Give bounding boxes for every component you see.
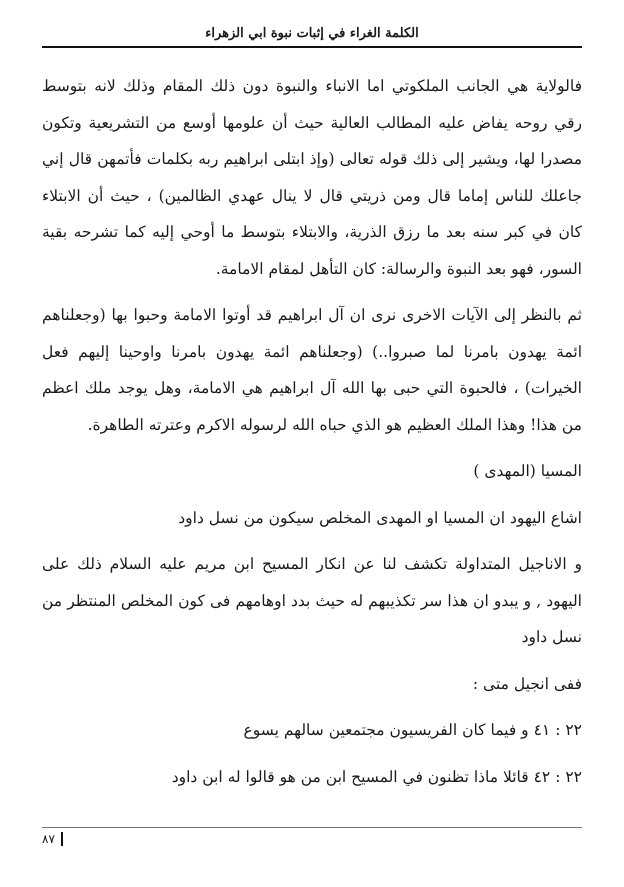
page-number: ٨٧ [42,832,55,846]
verse-22-42: ٢٢ : ٤٢ قائلا ماذا تظنون في المسيح ابن من هو قالوا له ابن داود [171,767,582,786]
paragraph-jews-claim: اشاع اليهود ان المسيا او المهدى المخلص سيكون من نسل داود [178,508,582,527]
header-rule [42,46,582,48]
footer-rule [42,827,582,828]
paragraph-gospels: و الاناجيل المتداولة تكشف لنا عن انكار المسيح ابن مريم عليه السلام ذلك على اليهود , و يبدو ان هذا سر تكذيبهم له حيث بدد اوهامهم فى كون المخلص المنتظر من نسل داود [42,555,582,646]
body-text [42,68,582,795]
running-header: الكلمة الغراء في إثبات نبوة ابي الزهراء [205,26,419,41]
page-footer [42,832,63,846]
paragraph-imamate: ثم بالنظر إلى الآيات الاخرى نرى ان آل ابراهيم قد أوتوا الامامة وحبوا بها (وجعلناهم ائمة يهدون بامرنا لما صبروا..) (وجعلناهم ائمة يهدون بامرنا واوحينا إليهم فعل الخيرات) ، فالحبوة التي حبى بها الله آل ابراهيم هي الامامة، وهل يوجد ملك اعظم من هذا! وهذا الملك العظيم هو الذي حباه الله لرسوله الاكرم وعترته الطاهرة. [42,306,582,434]
paragraph-matthew-intro: ففى انجيل متى : [472,674,582,693]
section-heading-messiah: المسيا (المهدى ) [473,462,582,480]
page-number-bar [61,832,63,846]
verse-22-41: ٢٢ : ٤١ و فيما كان الفريسيون مجتمعين سالهم يسوع [243,721,582,739]
paragraph-wilaya: فالولاية هي الجانب الملكوتي اما الانباء والنبوة دون ذلك المقام وذلك لانه بتوسط رقي روحه يفاض عليه المطالب العالية حيث أن علومها أوسع من التشريعية وتكون مصدرا لها، ويشير إلى ذلك قوله تعالى (وإذ ابتلى ابراهيم ربه بكلمات فأتمهن قال إني جاعلك للناس إماما قال ومن ذريتي قال لا ينال عهدي الظالمين) ، حيث أن الابتلاء كان في كبر سنه بعد ما رزق الذرية، والابتلاء بتوسط ما أوحي إليه كما تشرحه بقية السور، فهو بعد النبوة والرسالة: كان التأهل لمقام الامامة. [42,77,582,278]
